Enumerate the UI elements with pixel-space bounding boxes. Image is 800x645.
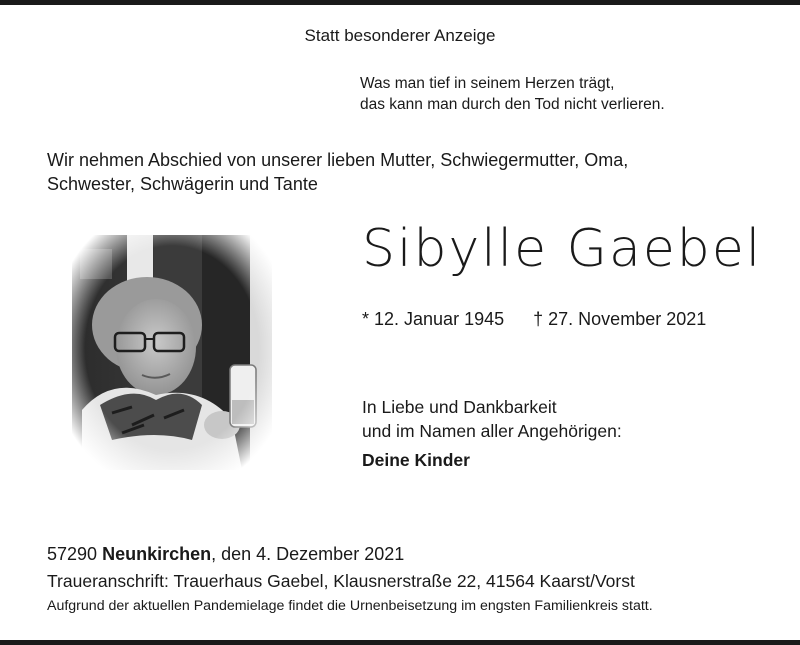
quote-line-1: Was man tief in seinem Herzen trägt, <box>360 75 615 92</box>
thanks-line-1: In Liebe und Dankbarkeit <box>362 397 557 417</box>
quote-line-2: das kann man durch den Tod nicht verlieren. <box>360 96 665 113</box>
postcode: 57290 <box>47 544 98 564</box>
memorial-quote <box>360 73 665 115</box>
life-dates <box>362 309 706 330</box>
birth-date: * 12. Januar 1945 <box>362 309 505 329</box>
signature: Deine Kinder <box>362 450 470 470</box>
intro-line-1: Wir nehmen Abschied von unserer lieben Mutter, Schwiegermutter, Oma, <box>47 150 629 170</box>
farewell-intro <box>47 148 628 196</box>
death-date: † 27. November 2021 <box>533 309 707 329</box>
mourning-address: Traueranschrift: Trauerhaus Gaebel, Klausnerstraße 22, 41564 Kaarst/Vorst <box>47 571 635 591</box>
city: Neunkirchen <box>102 544 212 564</box>
place-date-line <box>47 544 404 565</box>
deceased-name: Sibylle Gaebel <box>362 219 763 279</box>
notice-date: , den 4. Dezember 2021 <box>211 544 405 564</box>
gratitude-text <box>362 395 622 443</box>
notice-header: Statt besonderer Anzeige <box>304 26 496 45</box>
portrait-photo <box>72 235 272 470</box>
thanks-line-2: und im Namen aller Angehörigen: <box>362 421 622 441</box>
intro-line-2: Schwester, Schwägerin und Tante <box>47 174 318 194</box>
burial-note: Aufgrund der aktuellen Pandemielage findet die Urnenbeisetzung im engsten Familienkreis statt. <box>47 598 653 614</box>
